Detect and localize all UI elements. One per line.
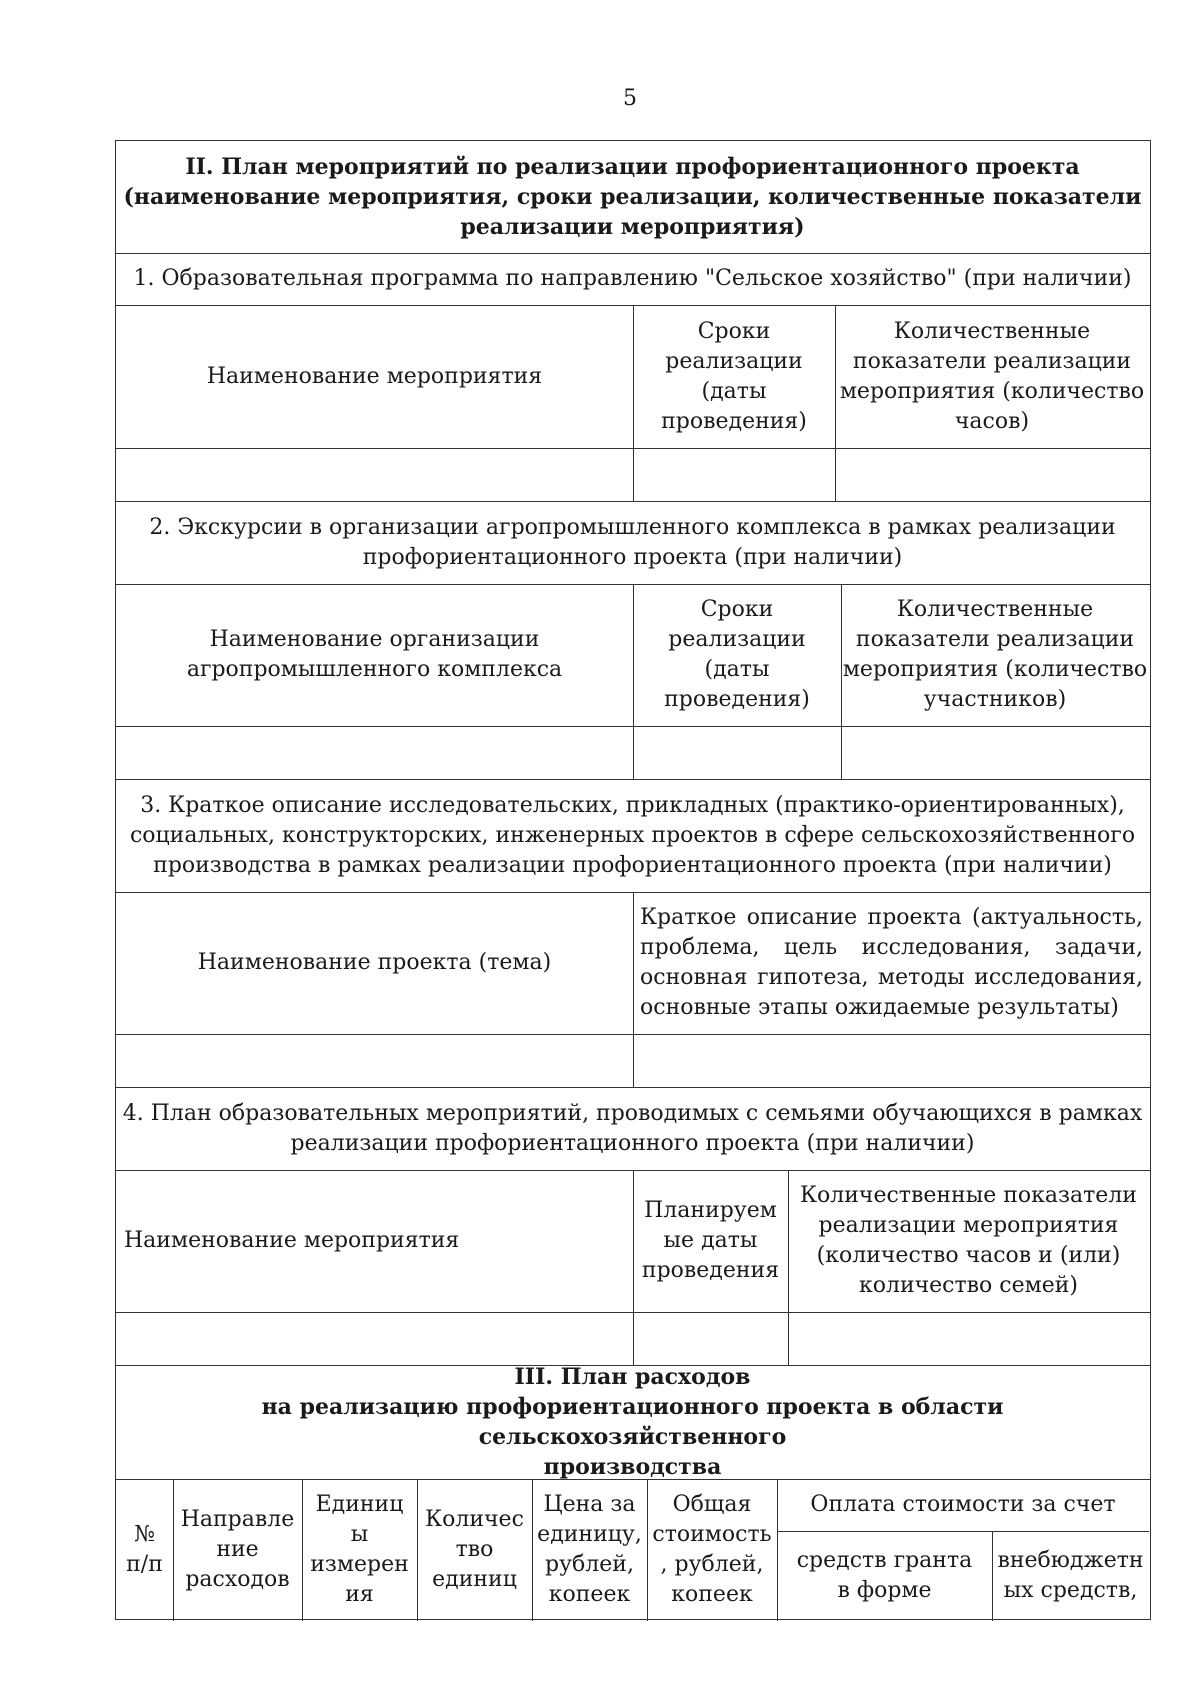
col-quantity: Количес тво единиц [425, 1507, 524, 1592]
col-total: Общая стоимость , рублей, копеек [652, 1492, 772, 1607]
block3-heading: 3. Краткое описание исследовательских, прикладных (практико-ориентированных), социальных, конструкторских, инженерных проектов в сфере сельскохозяйственного производства в рамках реализации профориентационного проекта (при наличии) [129, 792, 1136, 878]
col-grant: средств гранта в форме [796, 1548, 973, 1603]
block3-empty-row[interactable] [116, 1034, 1149, 1087]
block4-empty-row[interactable] [116, 1312, 1149, 1365]
section3-title: III. План расходов на реализацию профориентационного проекта в области сельскохозяйственного производства [261, 1364, 1004, 1480]
block2-col-org: Наименование организации агропромышленного комплекса [186, 627, 563, 682]
block4-col-name: Наименование мероприятия [124, 1228, 460, 1253]
col-payment-group: Оплата стоимости за счет [810, 1492, 1116, 1517]
block2-empty-row[interactable] [116, 726, 1149, 779]
col-units: Единиц ы измерен ия [310, 1492, 409, 1607]
page-number: 5 [623, 86, 637, 111]
block4-heading: 4. План образовательных мероприятий, проводимых с семьями обучающихся в рамках реализации профориентационного проекта (при наличии) [122, 1100, 1143, 1156]
block4-col-dates: Планируем ые даты проведения [641, 1198, 780, 1283]
block1-heading: 1. Образовательная программа по направлению "Сельское хозяйство" (при наличии) [133, 266, 1132, 291]
plan-table [115, 140, 1151, 1620]
col-price: Цена за единицу, рублей, копеек [537, 1492, 642, 1607]
block2-col-dates: Сроки реализации (даты проведения) [664, 597, 810, 712]
block2-heading: 2. Экскурсии в организации агропромышленного комплекса в рамках реализации профориентационного проекта (при наличии) [149, 514, 1116, 570]
block4-col-indicators: Количественные показатели реализации мероприятия (количество часов и (или) количество семей) [800, 1183, 1137, 1298]
block1-empty-row[interactable] [116, 448, 1149, 501]
section2-title: II. План мероприятий по реализации профориентационного проекта (наименование мероприятия, сроки реализации, количественные показатели реализации мероприятия) [123, 154, 1142, 240]
block3-col-project: Наименование проекта (тема) [197, 950, 552, 975]
block2-col-indicators: Количественные показатели реализации мероприятия (количество участников) [842, 597, 1148, 712]
col-num: № п/п [126, 1522, 163, 1577]
col-direction: Направле ние расходов [180, 1507, 295, 1592]
block3-col-description: Краткое описание проекта (актуальность, проблема, цель исследования, задачи, основная гипотеза, методы исследования, основные этапы ожидаемые результаты) [640, 905, 1143, 1020]
block1-col-indicators: Количественные показатели реализации мероприятия (количество часов) [839, 318, 1145, 434]
block1-col-name: Наименование мероприятия [206, 363, 543, 389]
block1-col-dates: Сроки реализации (даты проведения) [661, 318, 807, 434]
col-extra: внебюджетн ых средств, [997, 1548, 1144, 1603]
